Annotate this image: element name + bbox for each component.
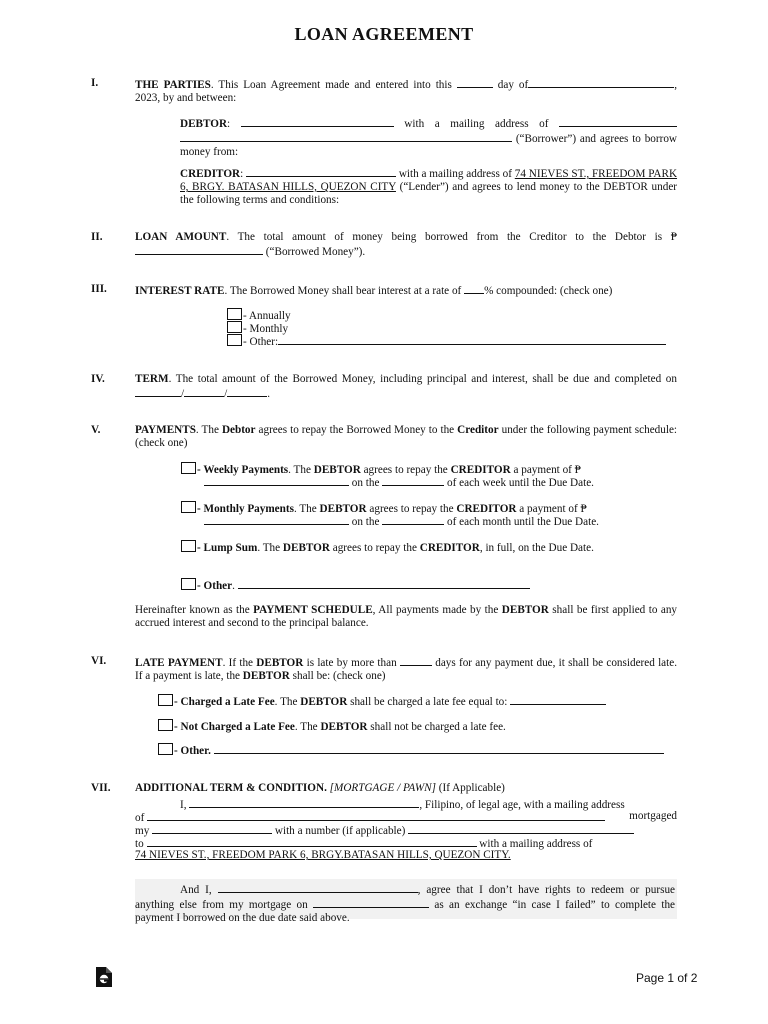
text: CREDITOR (456, 503, 517, 515)
creditor-address: 74 NIEVES ST., FREEDOM PARK 6, BRGY. BATASAN HILLS, QUEZON CITY (180, 168, 678, 193)
text: with a mailing address of (398, 168, 512, 180)
other-late-blank[interactable] (214, 743, 664, 754)
text: agrees to repay the (363, 464, 448, 476)
text: Hereinafter known as the (135, 604, 250, 616)
text: , Filipino, of legal age, with a mailing address (419, 799, 625, 811)
section-heading: LOAN AMOUNT (135, 231, 227, 243)
text: , agree that I don’t have rights to redeem or pursue anything else from my mortgage on (135, 884, 676, 911)
text: (“Borrower”) and agrees to borrow money from: (180, 133, 678, 158)
text: shall be: (check one) (292, 670, 386, 682)
text: on the (351, 516, 380, 528)
option-other-late (158, 743, 664, 758)
section-term: TERM. The total amount of the Borrowed Money, including principal and interest, shall be due and completed on / / . (135, 373, 677, 400)
text: . The total amount of money being borrowed from the Creditor to the Debtor is ₱ (226, 231, 677, 243)
creditor-block: CREDITOR: with a mailing address of 74 NIEVES ST., FREEDOM PARK 6, BRGY. BATASAN HILLS, QUEZON CITY (“Lender”) and agrees to lend money to the DEBTOR under the following terms and conditions: (180, 168, 678, 206)
text: days for any payment due, it shall be considered late. If a payment is late, the (135, 657, 678, 682)
text: DEBTOR (501, 604, 549, 616)
section-heading: THE PARTIES (135, 79, 211, 91)
text: with a mailing address of (479, 838, 593, 850)
document-title: LOAN AGREEMENT (294, 24, 474, 44)
creditor-name-blank[interactable] (246, 166, 396, 177)
text: And I, (180, 884, 212, 896)
section-loan-amount (135, 231, 677, 259)
monthly-line-2 (204, 514, 599, 529)
section-interest-rate (135, 283, 677, 298)
other-late-checkbox[interactable] (158, 743, 173, 755)
interest-rate-blank[interactable] (464, 283, 484, 294)
option-label: - Other (197, 580, 233, 592)
text: DEBTOR (320, 721, 368, 733)
text: with a number (if applicable) (274, 825, 406, 837)
due-year-blank[interactable] (227, 386, 267, 397)
charged-fee-checkbox[interactable] (158, 694, 173, 706)
option-label: - Annually (243, 310, 291, 322)
option-label: - Monthly Payments (197, 503, 294, 515)
mortgagee-address: 74 NIEVES ST., FREEDOM PARK 6, BRGY.BATASAN HILLS, QUEZON CITY. (135, 849, 511, 861)
section-payments (135, 424, 677, 450)
text: of each month until the Due Date. (447, 516, 599, 528)
section-heading: INTEREST RATE (135, 285, 225, 297)
loan-amount-blank[interactable] (135, 244, 263, 255)
weekly-line-2 (204, 475, 594, 490)
text: , 2023, by and between: (135, 79, 677, 104)
debtor-block: DEBTOR: with a mailing address of (“Borrower”) and agrees to borrow money from: (180, 118, 678, 158)
text: / (181, 388, 185, 400)
text: DEBTOR (256, 657, 304, 669)
section-additional-term (135, 782, 677, 795)
page-number: Page 1 of 2 (636, 971, 698, 985)
text: Debtor (221, 424, 256, 436)
weekly-checkbox[interactable] (181, 462, 196, 474)
weekly-day-blank[interactable] (382, 475, 444, 486)
text: mortgaged (629, 810, 677, 822)
text: . The (293, 503, 317, 515)
text: to (135, 838, 144, 850)
text: / (224, 388, 228, 400)
text: agrees to repay the (369, 503, 454, 515)
section-number: IV. (91, 373, 105, 385)
other-interest-blank[interactable] (278, 334, 666, 345)
day-blank[interactable] (457, 77, 493, 88)
text: Creditor (457, 424, 499, 436)
text: DEBTOR (319, 503, 367, 515)
text: DEBTOR (300, 696, 348, 708)
text: shall be first applied to any accrued interest and second to the principal balance. (135, 604, 678, 629)
option-lump-sum (181, 540, 677, 555)
not-charged-checkbox[interactable] (158, 719, 173, 731)
lump-sum-checkbox[interactable] (181, 540, 196, 552)
text: CREDITOR (419, 542, 480, 554)
text: as an exchange “in case I failed” to complete the payment I borrowed on the due date said above. (135, 899, 676, 924)
mortgage-pawn-label: [MORTGAGE / PAWN] (329, 782, 436, 794)
text: shall not be charged a late fee. (370, 721, 506, 733)
option-label: - Other. (174, 745, 211, 757)
other-checkbox[interactable] (227, 334, 242, 346)
text: under the following payment schedule: (check one) (135, 424, 678, 449)
section-heading: TERM (135, 373, 169, 385)
text: DEBTOR (313, 464, 361, 476)
redeem-clause (135, 882, 675, 925)
text: agrees to repay the Borrowed Money to the (258, 424, 455, 436)
option-label: - Other: (243, 336, 279, 348)
text: , All payments made by the (372, 604, 499, 616)
due-day-blank[interactable] (184, 386, 224, 397)
text: of (135, 812, 145, 824)
due-month-blank[interactable] (135, 386, 181, 397)
weekly-amount-blank[interactable] (204, 475, 349, 486)
text: (“Borrowed Money”). (265, 246, 366, 258)
text: . The total amount of the Borrowed Money, including principal and interest, shall be due and completed on (168, 373, 677, 385)
section-late-payment (135, 655, 677, 683)
text: my (135, 825, 150, 837)
text: . The (274, 696, 298, 708)
text: PAYMENT SCHEDULE (253, 604, 373, 616)
text: . This Loan Agreement made and entered into this (210, 79, 452, 91)
option-label: - Weekly Payments (197, 464, 289, 476)
section-number: III. (91, 283, 107, 295)
text: . If the (222, 657, 254, 669)
option-label: - Lump Sum (197, 542, 258, 554)
item-number-blank[interactable] (408, 823, 634, 834)
mortgaged-item-blank[interactable] (152, 823, 272, 834)
section-heading: PAYMENTS (135, 424, 196, 436)
text: I, (180, 799, 187, 811)
text: DEBTOR (242, 670, 290, 682)
section-heading: ADDITIONAL TERM & CONDITION. (135, 782, 327, 794)
section-parties (135, 77, 677, 105)
text: with a mailing address of (404, 118, 549, 130)
debtor-address-blank-2[interactable] (180, 131, 512, 142)
monthly-checkbox[interactable] (227, 321, 242, 333)
text: a payment of ₱ (513, 464, 581, 476)
mortgagor-name-blank[interactable] (189, 797, 419, 808)
debtor-label: DEBTOR (180, 118, 228, 130)
option-other-payment: - Other. (181, 578, 530, 593)
section-heading: LATE PAYMENT (135, 657, 223, 669)
section-number: VI. (91, 655, 107, 667)
option-label: - Not Charged a Late Fee (174, 721, 295, 733)
monthly-amount-blank[interactable] (204, 514, 349, 525)
text: CREDITOR (450, 464, 511, 476)
section-number: VII. (91, 782, 111, 794)
redeemer-name-blank[interactable] (218, 882, 418, 893)
annually-checkbox[interactable] (227, 308, 242, 320)
other-payment-checkbox[interactable] (181, 578, 196, 590)
text: agrees to repay the (332, 542, 417, 554)
text: . The (195, 424, 219, 436)
option-other (227, 334, 666, 349)
month-blank[interactable] (528, 77, 674, 88)
debtor-name-blank[interactable] (241, 116, 394, 127)
text: a payment of ₱ (519, 503, 587, 515)
text: DEBTOR (282, 542, 330, 554)
option-not-charged (158, 719, 506, 734)
text: (“Lender”) and agrees to lend money to the DEBTOR under the following terms and conditions: (180, 181, 678, 206)
debtor-address-blank[interactable] (559, 116, 677, 127)
option-charged-late-fee (158, 694, 606, 709)
eforms-logo-icon (95, 966, 113, 988)
monthly-day-blank[interactable] (382, 514, 444, 525)
monthly-payments-checkbox[interactable] (181, 501, 196, 513)
text: (If Applicable) (438, 782, 505, 794)
option-label: - Monthly (243, 323, 289, 335)
text: on the (351, 477, 380, 489)
text: . The (288, 464, 311, 476)
mortgagee-name-blank[interactable] (147, 836, 477, 847)
text: . The (257, 542, 281, 554)
s7-line-5 (135, 849, 677, 862)
payment-schedule-note (135, 604, 677, 630)
text: of each week until the Due Date. (447, 477, 594, 489)
mortgage-date-blank[interactable] (313, 897, 429, 908)
text: of (518, 79, 529, 91)
text: , in full, on the Due Date. (479, 542, 594, 554)
section-number: II. (91, 231, 103, 243)
option-label: - Charged a Late Fee (174, 696, 275, 708)
late-fee-blank[interactable] (510, 694, 606, 705)
other-payment-blank[interactable] (238, 578, 530, 589)
section-number: I. (91, 77, 99, 89)
section-number: V. (91, 424, 101, 436)
text: . The (294, 721, 318, 733)
late-days-blank[interactable] (400, 655, 432, 666)
text: is late by more than (306, 657, 397, 669)
text: % compounded: (check one) (484, 285, 613, 297)
text: day (497, 79, 514, 91)
text: shall be charged a late fee equal to: (350, 696, 508, 708)
creditor-label: CREDITOR (180, 168, 241, 180)
mortgagor-address-blank[interactable] (147, 810, 605, 821)
text: . The Borrowed Money shall bear interest at a rate of (224, 285, 462, 297)
